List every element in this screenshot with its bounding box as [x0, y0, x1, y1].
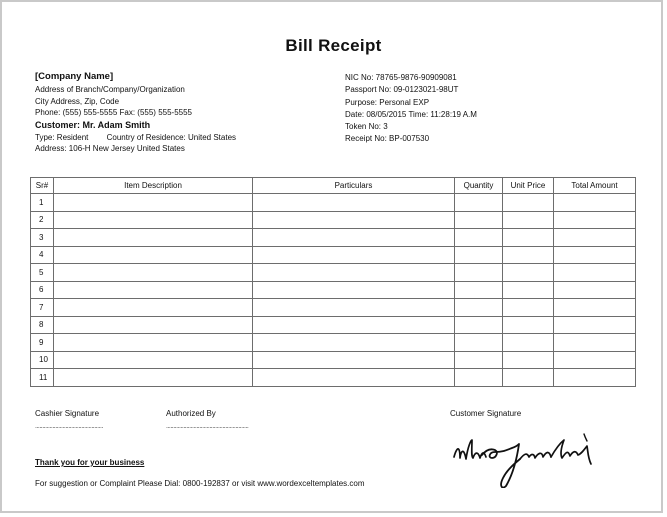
row-number: 4: [31, 246, 54, 264]
header-item-description: Item Description: [54, 178, 253, 194]
total-amount-cell[interactable]: [554, 264, 636, 282]
table-row: [31, 264, 636, 282]
quantity-cell[interactable]: [455, 264, 503, 282]
total-amount-cell[interactable]: [554, 351, 636, 369]
particulars-cell[interactable]: [253, 194, 455, 212]
table-row: [31, 299, 636, 317]
company-phone-fax: Phone: (555) 555-5555 Fax: (555) 555-5555: [35, 108, 192, 118]
particulars-cell[interactable]: [253, 369, 455, 387]
particulars-cell[interactable]: [253, 264, 455, 282]
passport-number: Passport No: 09-0123021-98UT: [345, 85, 459, 95]
quantity-cell[interactable]: [455, 334, 503, 352]
particulars-cell[interactable]: [253, 211, 455, 229]
particulars-cell[interactable]: [253, 316, 455, 334]
table-row: [31, 316, 636, 334]
row-number: 6: [31, 281, 54, 299]
item-description-cell[interactable]: [54, 351, 253, 369]
header-unit-price: Unit Price: [503, 178, 554, 194]
table-row: [31, 194, 636, 212]
token-number: Token No: 3: [345, 122, 388, 132]
total-amount-cell[interactable]: [554, 194, 636, 212]
header-particulars: Particulars: [253, 178, 455, 194]
item-description-cell[interactable]: [54, 299, 253, 317]
row-number: 3: [31, 229, 54, 247]
quantity-cell[interactable]: [455, 194, 503, 212]
company-customer-block: [35, 70, 236, 155]
customer-address: Address: 106-H New Jersey United States: [35, 144, 185, 154]
header-sr: Sr#: [31, 178, 54, 194]
unit-price-cell[interactable]: [503, 264, 554, 282]
contact-note: For suggestion or Complaint Please Dial: 0800-192837 or visit www.wordexceltemplates.com: [35, 479, 365, 488]
total-amount-cell[interactable]: [554, 369, 636, 387]
row-number: 8: [31, 316, 54, 334]
item-description-cell[interactable]: [54, 316, 253, 334]
customer-name: Customer: Mr. Adam Smith: [35, 119, 151, 130]
row-number: 5: [31, 264, 54, 282]
particulars-cell[interactable]: [253, 334, 455, 352]
unit-price-cell[interactable]: [503, 351, 554, 369]
header-total-amount: Total Amount: [554, 178, 636, 194]
quantity-cell[interactable]: [455, 299, 503, 317]
total-amount-cell[interactable]: [554, 316, 636, 334]
unit-price-cell[interactable]: [503, 334, 554, 352]
table-row: [31, 369, 636, 387]
table-header-row: [31, 178, 636, 194]
table-row: [31, 211, 636, 229]
items-table: [30, 177, 636, 387]
row-number: 2: [31, 211, 54, 229]
cashier-signature-label: Cashier Signature: [35, 409, 100, 418]
customer-signature-label: Customer Signature: [450, 409, 522, 418]
company-address: Address of Branch/Company/Organization: [35, 85, 185, 94]
row-number: 10: [31, 351, 54, 369]
quantity-cell[interactable]: [455, 351, 503, 369]
customer-signature-image: [448, 424, 608, 488]
quantity-cell[interactable]: [455, 281, 503, 299]
date-time: Date: 08/05/2015 Time: 11:28:19 A.M: [345, 109, 477, 119]
particulars-cell[interactable]: [253, 281, 455, 299]
receipt-number: Receipt No: BP-007530: [345, 134, 430, 144]
purpose: Purpose: Personal EXP: [345, 97, 430, 107]
particulars-cell[interactable]: [253, 246, 455, 264]
item-description-cell[interactable]: [54, 264, 253, 282]
thank-you-note: Thank you for your business: [35, 458, 145, 467]
table-row: [31, 334, 636, 352]
customer-country: Country of Residence: United States: [106, 132, 237, 142]
total-amount-cell[interactable]: [554, 246, 636, 264]
total-amount-cell[interactable]: [554, 211, 636, 229]
item-description-cell[interactable]: [54, 229, 253, 247]
total-amount-cell[interactable]: [554, 299, 636, 317]
item-description-cell[interactable]: [54, 211, 253, 229]
customer-type-row: [35, 132, 236, 144]
document-title: Bill Receipt: [285, 36, 382, 55]
unit-price-cell[interactable]: [503, 229, 554, 247]
unit-price-cell[interactable]: [503, 246, 554, 264]
row-number: 7: [31, 299, 54, 317]
particulars-cell[interactable]: [253, 351, 455, 369]
row-number: 11: [31, 369, 54, 387]
unit-price-cell[interactable]: [503, 316, 554, 334]
unit-price-cell[interactable]: [503, 194, 554, 212]
total-amount-cell[interactable]: [554, 281, 636, 299]
receipt-details-block: [345, 72, 477, 146]
item-description-cell[interactable]: [54, 194, 253, 212]
unit-price-cell[interactable]: [503, 299, 554, 317]
quantity-cell[interactable]: [455, 211, 503, 229]
quantity-cell[interactable]: [455, 316, 503, 334]
table-row: [31, 351, 636, 369]
row-number: 9: [31, 334, 54, 352]
total-amount-cell[interactable]: [554, 334, 636, 352]
company-city: City Address, Zip, Code: [35, 96, 120, 106]
cashier-signature-line[interactable]: ...............................................: [35, 423, 103, 430]
customer-type: Type: Resident: [35, 132, 89, 142]
table-row: [31, 281, 636, 299]
table-row: [31, 246, 636, 264]
unit-price-cell[interactable]: [503, 369, 554, 387]
quantity-cell[interactable]: [455, 229, 503, 247]
quantity-cell[interactable]: [455, 369, 503, 387]
particulars-cell[interactable]: [253, 299, 455, 317]
quantity-cell[interactable]: [455, 246, 503, 264]
item-description-cell[interactable]: [54, 334, 253, 352]
item-description-cell[interactable]: [54, 369, 253, 387]
particulars-cell[interactable]: [253, 229, 455, 247]
total-amount-cell[interactable]: [554, 229, 636, 247]
table-row: [31, 229, 636, 247]
unit-price-cell[interactable]: [503, 281, 554, 299]
table-body: [31, 194, 636, 387]
authorized-by-label: Authorized By: [166, 409, 216, 418]
header-quantity: Quantity: [455, 178, 503, 194]
unit-price-cell[interactable]: [503, 211, 554, 229]
row-number: 1: [31, 194, 54, 212]
nic-number: NIC No: 78765-9876-90909081: [345, 73, 457, 82]
item-description-cell[interactable]: [54, 246, 253, 264]
item-description-cell[interactable]: [54, 281, 253, 299]
company-name: [Company Name]: [35, 71, 114, 82]
authorized-by-line[interactable]: .........................................................: [166, 423, 249, 430]
